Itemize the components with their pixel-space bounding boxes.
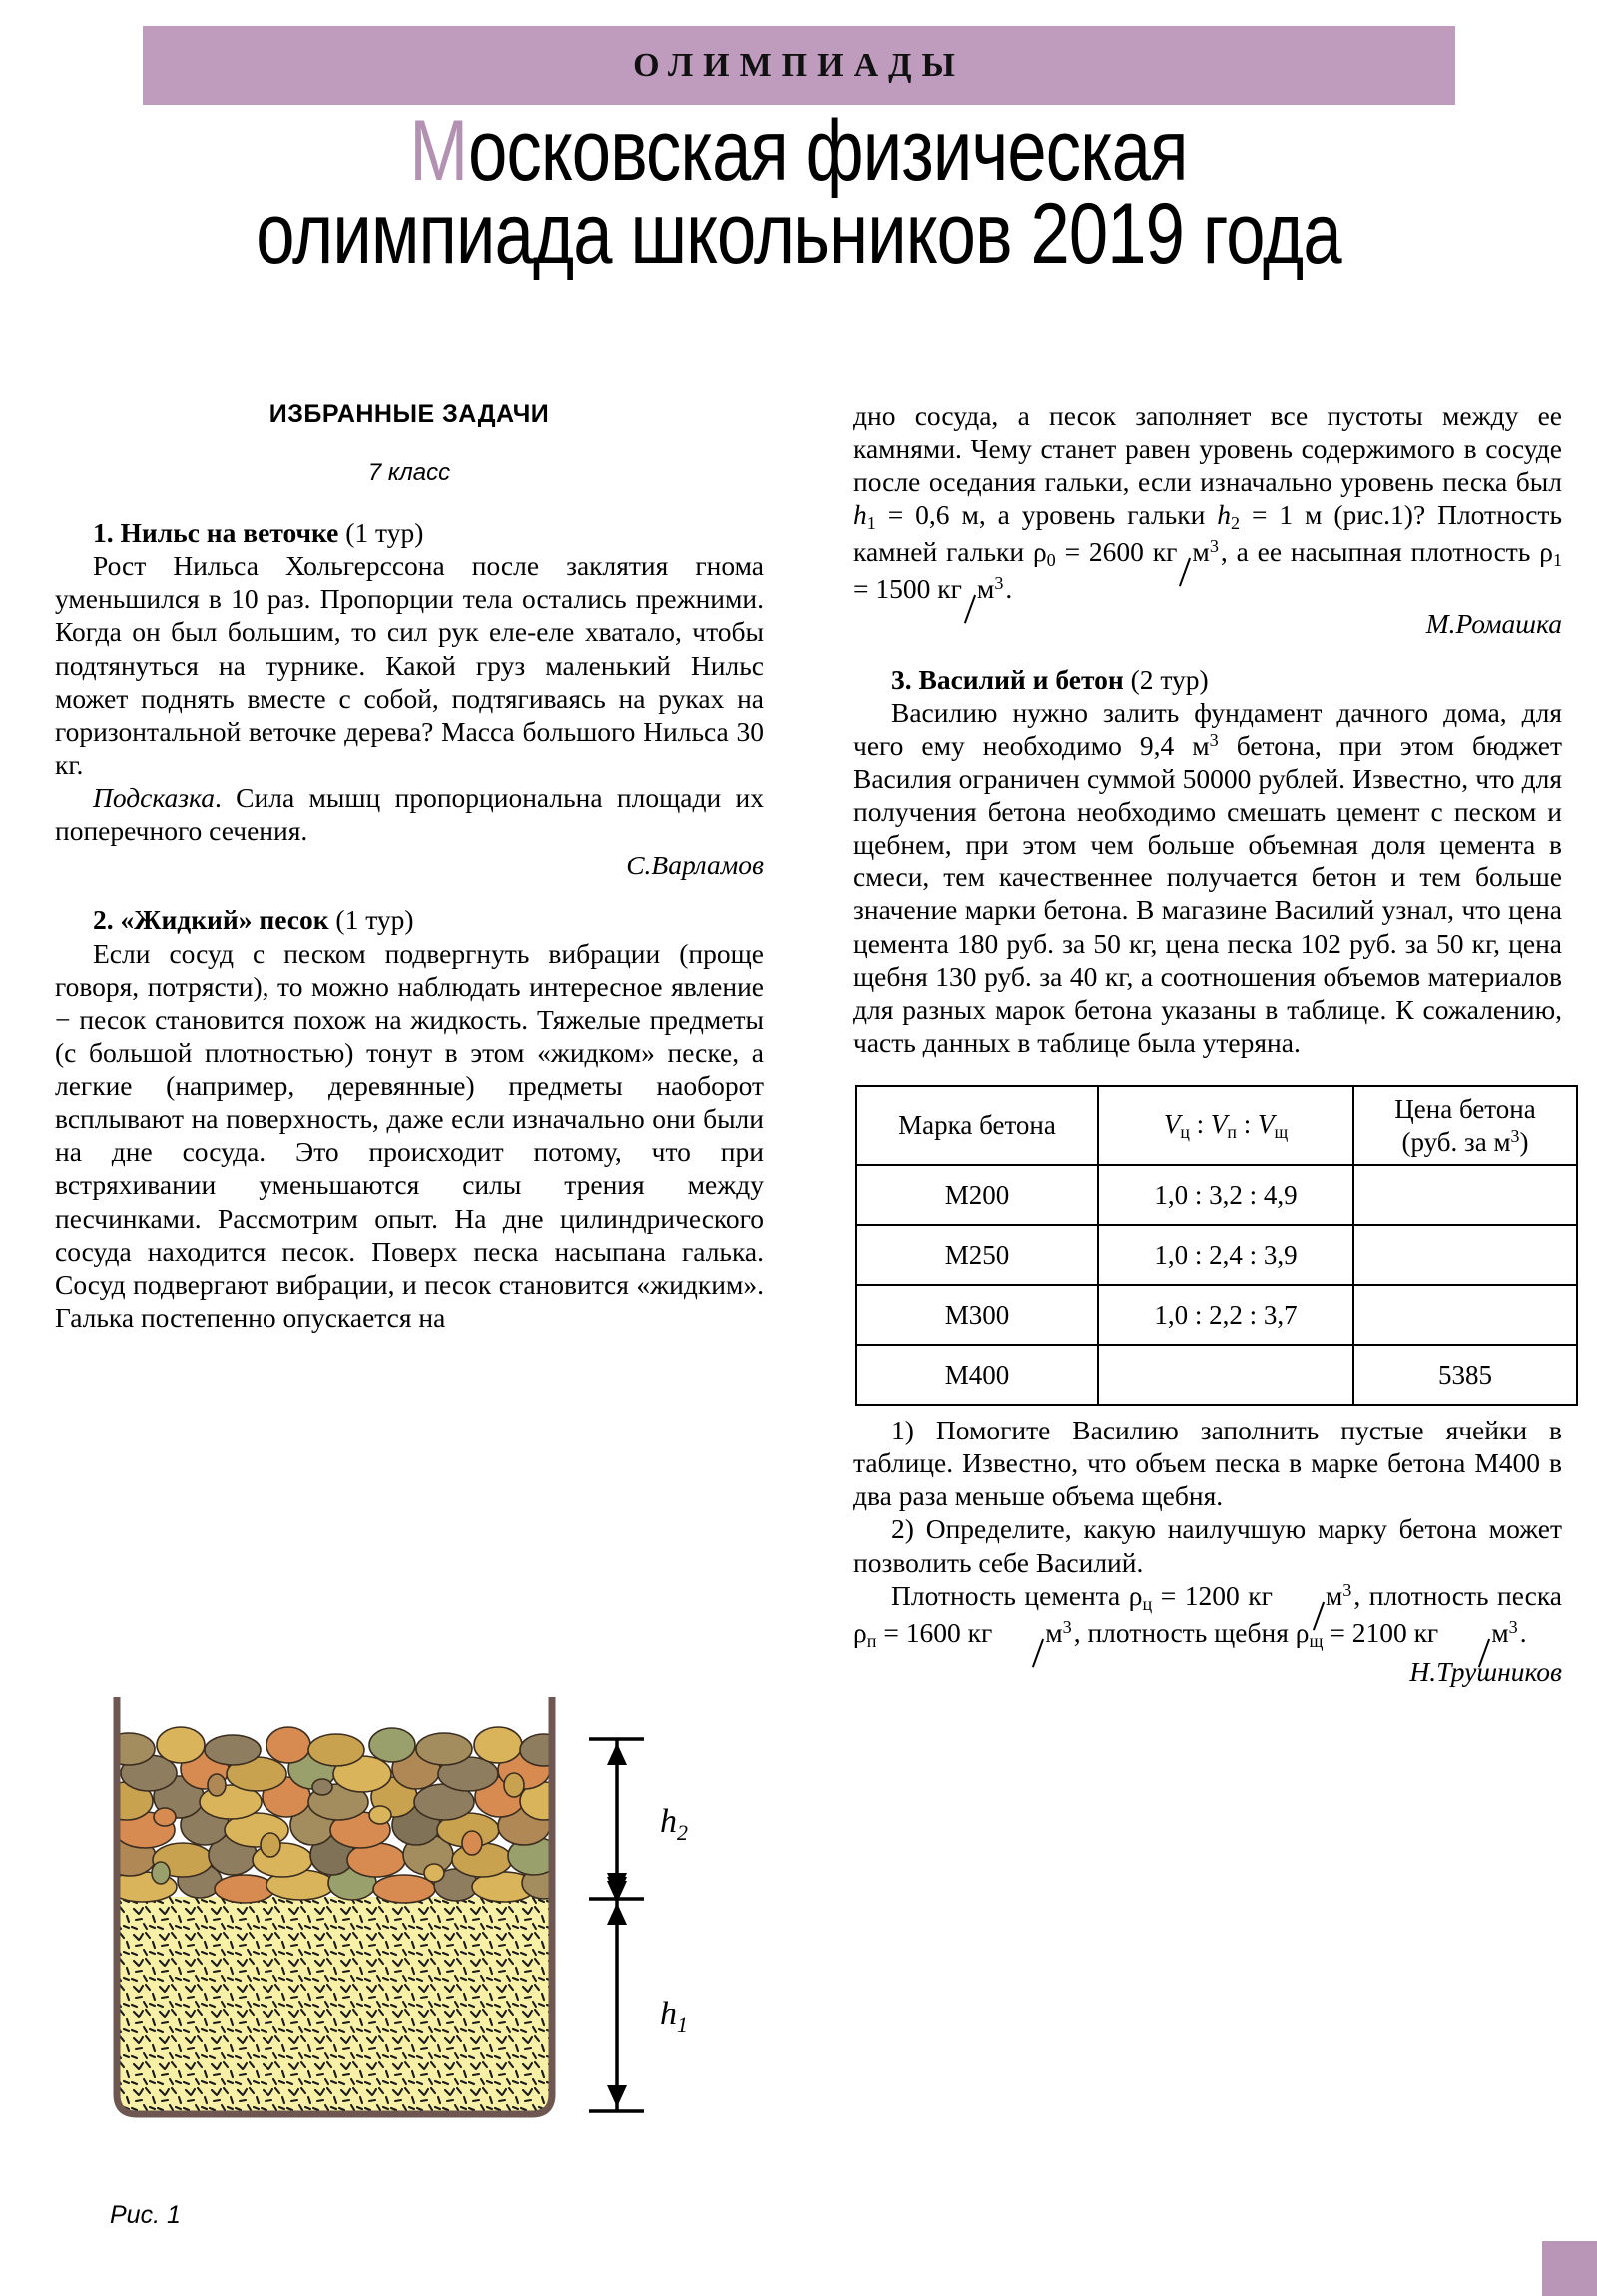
rho1-unit xyxy=(962,572,1005,605)
figure-label-h1: $h_1$ xyxy=(660,1996,688,2037)
problem-1-heading xyxy=(55,516,764,549)
problem-2-continuation xyxy=(853,399,1562,605)
p3-body-a: Василию нужно залить фундамент дачного дома, для чего ему необходимо 9,4 м xyxy=(853,696,1562,761)
problem-1-author: С.Варламов xyxy=(626,850,764,881)
cell-ratio: 1,0 : 2,2 : 3,7 xyxy=(1098,1285,1353,1345)
rho0-value: = 2600 кг xyxy=(1055,536,1178,568)
problem-3-question-2: 2) Определите, какую наилучшую марку бетона может позволить себе Василий. xyxy=(853,1513,1562,1578)
problem-2-body: Если сосуд с песком подвергнуть вибрации (проще говоря, потрясти), то можно наблюдать интересное явление − песок становится похож на жидкость. Тяжелые предметы (с большой плотностью) тонут в этом «жидком» песке, а легкие (например, деревянные) предметы наоборот всплывают на поверхность, даже если изначально они были на дне сосуда. Это происходит потому, что при встряхивании уменьшаются силы трения между песчинками. Рассмотрим опыт. На дне цилиндрического сосуда находится песок. Поверх песка насыпана галька. Сосуд подвергают вибрации, и песок становится «жидким». Галька постепенно опускается на xyxy=(55,937,764,1333)
rho-gravel-unit xyxy=(1438,1616,1519,1649)
rho-cement-value: = 1200 кг xyxy=(1152,1579,1273,1611)
rho0-unit xyxy=(1177,535,1220,568)
problem-2-round: (1 тур) xyxy=(335,904,414,936)
rho0-index: 0 xyxy=(1046,550,1056,571)
h1-index: 1 xyxy=(866,513,876,534)
h1-symbol: h xyxy=(853,499,867,531)
cell-ratio xyxy=(1098,1345,1353,1405)
problem-1-title: Нильс на веточке xyxy=(120,517,339,549)
title-accent-letter: М xyxy=(409,103,469,199)
rho-cement-unit-den: м xyxy=(1325,1579,1343,1611)
v-gravel-sub: щ xyxy=(1274,1121,1289,1142)
problem-2-title: «Жидкий» песок xyxy=(120,904,329,936)
title-line-1 xyxy=(144,103,1453,199)
corner-mark xyxy=(1542,2241,1597,2296)
dens-lead: Плотность цемента xyxy=(891,1579,1129,1611)
p2-cont-text: дно сосуда, а песок заполняет все пустоты между ее камнями. Чему станет равен уровень содержимого в сосуде после оседания гальки, если изначально уровень песка был xyxy=(853,400,1562,498)
hint-body: . Сила мышц пропорциональна площади их поперечного сечения. xyxy=(55,782,764,847)
left-column xyxy=(55,399,764,1334)
section-label: ИЗБРАННЫЕ ЗАДАЧИ xyxy=(268,400,550,428)
problem-2-number: 2. xyxy=(93,904,114,936)
cell-price xyxy=(1353,1165,1577,1225)
v-sand: V xyxy=(1210,1108,1228,1139)
rho1-unit-pow: 3 xyxy=(994,573,1004,594)
page-title xyxy=(0,103,1597,282)
cell-price: 5385 xyxy=(1353,1345,1577,1405)
title-line-2: олимпиада школьников 2019 года xyxy=(256,185,1341,282)
rho1-value: = 1500 кг xyxy=(853,573,962,605)
rho-gravel-index: щ xyxy=(1309,1630,1324,1651)
cell-grade: М300 xyxy=(856,1285,1098,1345)
h2-value: = 1 м (рис.1)? Плотность камней гальки xyxy=(853,499,1562,568)
problem-1-number: 1. xyxy=(93,517,114,549)
problem-1-body: Рост Нильса Хольгерссона после заклятия гнома уменьшился в 10 раз. Пропорции тела остались прежними. Когда он был большим, то сил рук еле-еле хватало, чтобы подтянуться на турнике. Какой груз маленький Нильс может поднять вместе с собой, подтягиваясь на руках на горизонтальной веточке дерева? Масса большого Нильса 30 кг. xyxy=(55,550,764,780)
rho-sand-value: = 1600 кг xyxy=(876,1616,993,1648)
rho0-unit-pow: 3 xyxy=(1209,536,1219,557)
problem-3-author: Н.Трушников xyxy=(1409,1655,1562,1687)
figure-caption: Рис. 1 xyxy=(110,2201,181,2229)
p3-body-b: бетона, при этом бюджет Василия ограничен суммой 50000 рублей. Известно, что для получения бетона необходимо смешать цемент с песком и щебнем, при этом чем больше объемная доля цемента в смеси, тем качественнее получается бетон и тем больше значение марки бетона. В магазине Василий узнал, что цена цемента 180 руб. за 50 кг, цена песка 102 руб. за 50 кг, цена щебня 130 руб. за 40 кг, а соотношения объемов материалов для разных марок бетона указаны в таблице. К сожалению, часть данных в таблице была утеряна. xyxy=(853,729,1562,1058)
cell-price xyxy=(1353,1285,1577,1345)
rho-gravel-unit-pow: 3 xyxy=(1508,1616,1518,1637)
table-row xyxy=(856,1345,1577,1405)
problem-2-heading xyxy=(55,903,764,936)
figure-label-h2: $h_2$ xyxy=(660,1803,688,1845)
header-kicker: ОЛИМПИАДЫ xyxy=(633,46,965,84)
rho0-symbol: ρ xyxy=(1032,536,1047,568)
h2-index: 2 xyxy=(1230,513,1241,534)
rho0-unit-den: м xyxy=(1192,536,1210,568)
table-header-row xyxy=(856,1086,1577,1165)
v-cement: V xyxy=(1163,1108,1181,1139)
cell-grade: М200 xyxy=(856,1165,1098,1225)
cell-grade: М400 xyxy=(856,1345,1098,1405)
problem-3-heading xyxy=(853,663,1562,696)
price-header-pow: 3 xyxy=(1510,1125,1520,1146)
cell-ratio: 1,0 : 2,4 : 3,9 xyxy=(1098,1225,1353,1285)
problem-3-body xyxy=(853,696,1562,1059)
dens-tail: . xyxy=(1519,1616,1527,1648)
v-cement-sub: ц xyxy=(1180,1121,1190,1142)
ratio-sep-1: : xyxy=(1189,1108,1211,1139)
rho1-index: 1 xyxy=(1552,550,1563,571)
title-line-1-rest: осковская физическая xyxy=(468,103,1188,199)
cell-price xyxy=(1353,1225,1577,1285)
problem-3-question-1: 1) Помогите Василию заполнить пустые ячейки в таблице. Известно, что объем песка в марке бетона М400 в два раза меньше объема щебня. xyxy=(853,1415,1562,1512)
dens-mid-1: , плотность песка xyxy=(1353,1579,1562,1611)
hint-label: Подсказка xyxy=(93,782,215,814)
rho1-symbol: ρ xyxy=(1539,536,1553,568)
rho0-tail: , а ее насыпная плотность xyxy=(1220,536,1540,568)
v-gravel: V xyxy=(1257,1108,1275,1139)
table-header-ratio xyxy=(1098,1086,1353,1165)
rho-cement-symbol: ρ xyxy=(1128,1579,1143,1611)
dimension-lines xyxy=(589,1739,644,2111)
ratio-sep-2: : xyxy=(1236,1108,1258,1139)
right-column xyxy=(853,399,1562,1688)
problem-3-densities xyxy=(853,1579,1562,1653)
cell-ratio: 1,0 : 3,2 : 4,9 xyxy=(1098,1165,1353,1225)
problem-2-author: М.Ромашка xyxy=(1425,608,1562,640)
rho-gravel-symbol: ρ xyxy=(1295,1616,1310,1648)
h1-value: = 0,6 м, а уровень гальки xyxy=(875,499,1218,531)
rho-sand-unit-den: м xyxy=(1045,1616,1063,1648)
header-banner xyxy=(143,26,1455,105)
dens-mid-2: , плотность щебня xyxy=(1073,1616,1296,1648)
problem-1-hint xyxy=(55,781,764,847)
rho-sand-unit xyxy=(992,1616,1073,1649)
rho-cement-index: ц xyxy=(1142,1593,1153,1614)
problem-3-title: Василий и бетон xyxy=(918,663,1124,695)
vessel-diagram xyxy=(105,1697,704,2126)
table-row xyxy=(856,1225,1577,1285)
rho-cement-unit-pow: 3 xyxy=(1342,1579,1352,1600)
rho1-tail: . xyxy=(1005,573,1013,605)
rho-gravel-unit-den: м xyxy=(1491,1616,1509,1648)
rho-gravel-value: = 2100 кг xyxy=(1323,1616,1439,1648)
v-sand-sub: п xyxy=(1227,1121,1237,1142)
price-header-line2a: (руб. за м xyxy=(1401,1126,1511,1157)
figure-1 xyxy=(105,1697,704,2126)
problem-1-round: (1 тур) xyxy=(345,517,424,549)
rho-sand-unit-pow: 3 xyxy=(1062,1616,1072,1637)
h2-symbol: h xyxy=(1217,499,1231,531)
rho-sand-index: п xyxy=(866,1630,877,1651)
rho-sand-symbol: ρ xyxy=(853,1616,867,1648)
pebble-layer xyxy=(105,1727,568,1903)
sand-layer xyxy=(105,1897,564,2126)
table-row xyxy=(856,1165,1577,1225)
grade-label: 7 класс xyxy=(367,459,451,487)
table-header-price xyxy=(1353,1086,1577,1165)
problem-3-number: 3. xyxy=(891,663,912,695)
table-header-grade: Марка бетона xyxy=(856,1086,1098,1165)
rho1-unit-den: м xyxy=(976,573,995,605)
concrete-table xyxy=(855,1085,1578,1406)
price-header-line2b: ) xyxy=(1519,1126,1529,1157)
problem-3-round: (2 тур) xyxy=(1130,663,1209,695)
cell-grade: М250 xyxy=(856,1225,1098,1285)
table-row xyxy=(856,1285,1577,1345)
rho-cement-unit xyxy=(1273,1579,1353,1612)
p3-body-a-pow: 3 xyxy=(1209,729,1219,750)
price-header-line1: Цена бетона xyxy=(1394,1094,1536,1125)
